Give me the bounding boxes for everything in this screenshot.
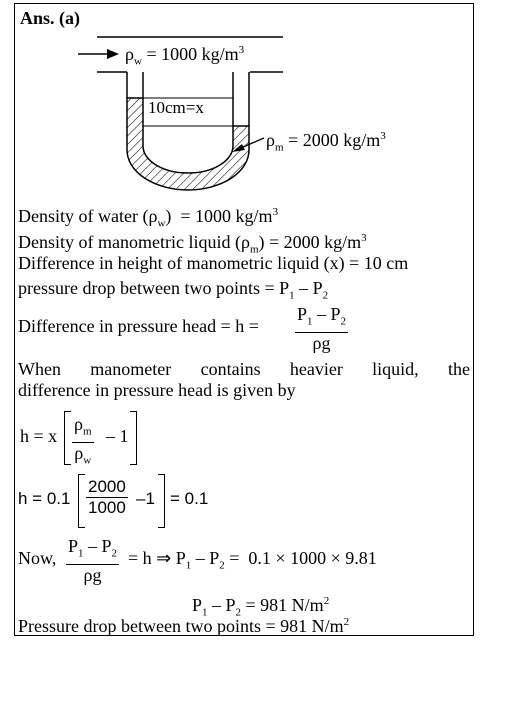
formula-bracket-left xyxy=(64,411,71,465)
now-equation: = h ⇒ $P_1 - P_2 = 0.1 \times 1000 \times 9.81$ xyxy=(128,548,377,572)
formula-numerator: $\rho_m$ xyxy=(72,414,94,443)
pressure-drop-definition: pressure drop between two points = $P_1 - P_2$ xyxy=(18,278,329,302)
now-numerator: $P_1 - P_2$ xyxy=(66,536,119,565)
pressure-head-denominator: ρg xyxy=(312,332,331,353)
manometric-density-label: $\rho_m = 2000$ $kg/m^3$ xyxy=(266,130,386,154)
now-denominator: ρg xyxy=(83,564,102,585)
formula-bracket-right xyxy=(130,411,137,465)
formula-fraction xyxy=(72,414,94,470)
calc-fraction xyxy=(86,477,128,518)
height-label: 10cm=x xyxy=(148,98,204,117)
heavier-liquid-line-2: difference in pressure head is given by xyxy=(18,380,296,400)
flow-arrowhead xyxy=(107,49,119,59)
calc-bracket-left xyxy=(78,474,85,528)
calc-result: = 0.1 xyxy=(170,489,209,508)
calc-bracket-right xyxy=(158,474,165,528)
manometer-diagram xyxy=(0,0,528,200)
now-fraction xyxy=(66,536,119,585)
heavier-liquid-line-1: When manometer contains heavier liquid, the xyxy=(18,359,470,379)
calc-prefix: h = 0.1 xyxy=(18,489,71,508)
height-difference: Difference in height of manometric liquid (x) = 10 cm xyxy=(18,253,409,273)
final-pressure-drop: Pressure drop between two points = 981 $N/m^2$ xyxy=(18,616,350,636)
calc-numerator: 2000 xyxy=(88,477,126,496)
calc-denominator: 1000 xyxy=(88,498,126,517)
pressure-head-numerator: $P_1 - P_2$ xyxy=(295,304,348,333)
formula-minus-one: – 1 xyxy=(106,426,129,446)
formula-denominator: $\rho_w$ xyxy=(74,442,92,467)
calc-minus-one: –1 xyxy=(136,489,155,508)
pressure-head-prefix: Difference in pressure head = h = xyxy=(18,316,259,336)
answer-heading: Ans. (a) xyxy=(20,8,81,28)
now-prefix: Now, xyxy=(18,548,57,568)
density-of-manometric-liquid: Density of manometric liquid $(\rho_m) = 2000$ $kg/m^3$ xyxy=(18,232,367,256)
water-density-label: $\rho_w = 1000$ $kg/m^3$ xyxy=(125,44,245,68)
density-of-water: Density of water $(\rho_w) = 1000$ $kg/m^3$ xyxy=(18,206,279,230)
result-line: $P_1 - P_2 = 981$ $N/m^2$ xyxy=(192,595,330,619)
formula-prefix: h = x xyxy=(20,426,58,446)
pressure-head-fraction xyxy=(295,304,348,353)
